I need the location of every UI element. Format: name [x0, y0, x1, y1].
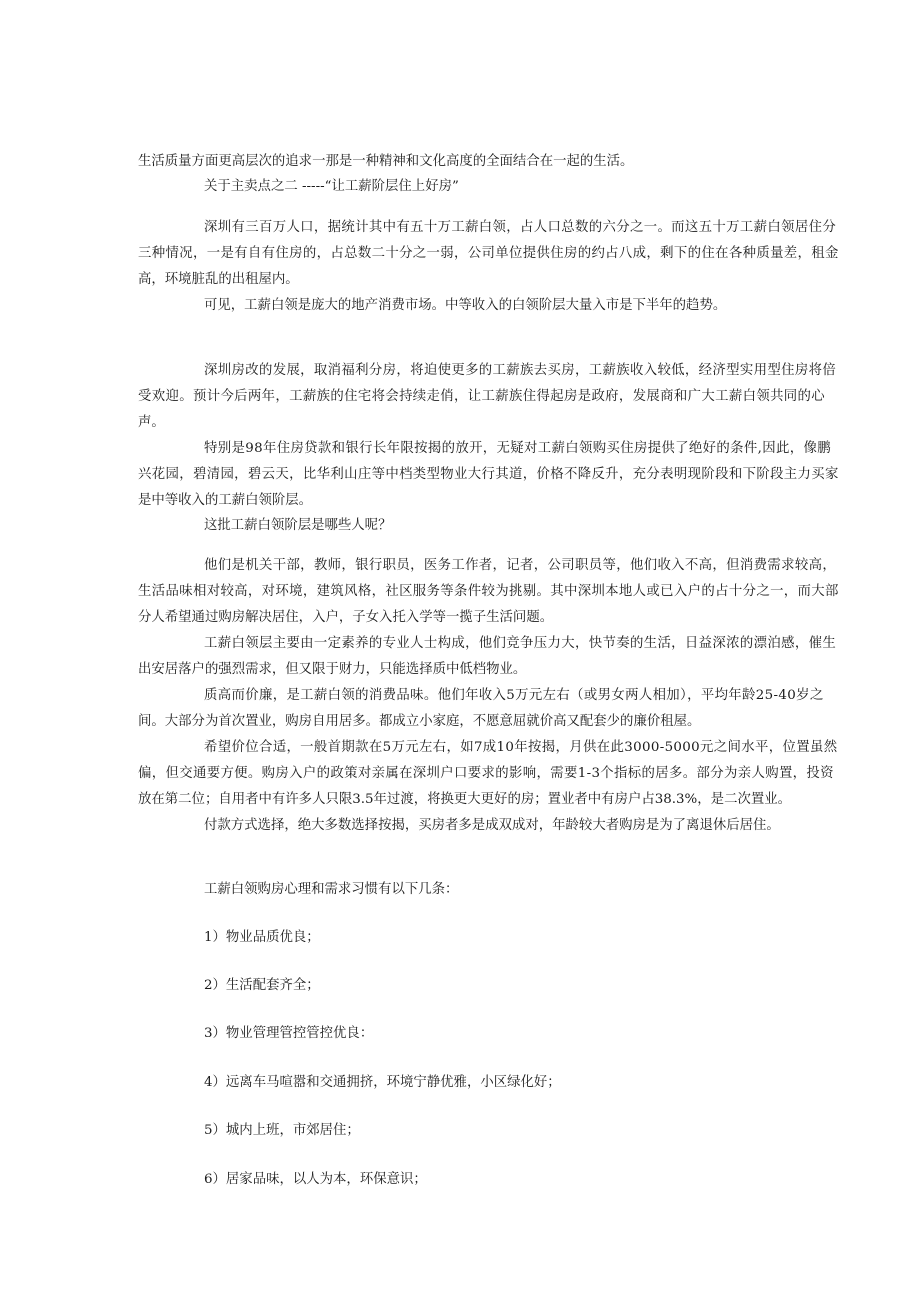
paragraph-line: 声。: [138, 415, 165, 430]
paragraph-line: 他们是机关干部，教师，银行职员，医务工作者，记者，公司职员等，他们收入不高，但消费需求较高，: [204, 558, 837, 573]
list-item: 2）生活配套齐全；: [204, 978, 320, 993]
paragraph-line: 付款方式选择，绝大多数选择按揭，买房者多是成双成对，年龄较大者购房是为了离退休后居住。: [204, 818, 780, 833]
paragraph-line: 高，环境脏乱的出租屋内。: [138, 272, 299, 287]
paragraph-line: 分人希望通过购房解决居住，入户，子女入托入学等一揽子生活问题。: [138, 610, 554, 625]
paragraph-line: 放在第二位；自用者中有许多人只限3.5年过渡，将换更大更好的房；置业者中有房户占38.3%，是二次置业。: [138, 792, 792, 807]
paragraph-line: 深圳有三百万人口，据统计其中有五十万工薪白领，占人口总数的六分之一。而这五十万工薪白领居住分: [204, 220, 837, 235]
paragraph-line: 希望价位合适，一般首期款在5万元左右，如7成10年按揭，月供在此3000-5000元之间水平，位置虽然: [204, 740, 838, 755]
paragraph-line: 受欢迎。预计今后两年，工薪族的住宅将会持续走俏，让工薪族住得起房是政府，发展商和广大工薪白领共同的心: [138, 389, 826, 404]
paragraph-line: 三种情况，一是有自有住房的，占总数二十分之一弱，公司单位提供住房的约占八成，剩下的住在各种质量差，租金: [138, 246, 839, 261]
section-heading: 关于主卖点之二 -----“让工薪阶层住上好房”: [204, 179, 459, 194]
list-item: 1）物业品质优良；: [204, 930, 320, 945]
list-item: 3）物业管理管控管控优良：: [204, 1026, 374, 1041]
question-line: 这批工薪白领阶层是哪些人呢？: [204, 518, 392, 533]
paragraph-line: 是中等收入的工薪白领阶层。: [138, 493, 313, 508]
paragraph-line: 偏，但交通要方便。购房入户的政策对亲属在深圳户口要求的影响，需要1-3个指标的居多。部分为亲人购置，投资: [138, 766, 834, 781]
paragraph-line: 特别是98年住房贷款和银行长年限按揭的放开，无疑对工薪白领购买住房提供了绝好的条件,因此，像鹏: [204, 441, 831, 456]
intro-line: 生活质量方面更高层次的追求一那是一种精神和文化高度的全面结合在一起的生活。: [138, 154, 634, 169]
list-item: 4）远离车马喧嚣和交通拥挤，环境宁静优雅，小区绿化好；: [204, 1075, 561, 1090]
paragraph-line: 质高而价廉，是工薪白领的消费品味。他们年收入5万元左右（或男女两人相加），平均年龄25-40岁之: [204, 688, 824, 703]
paragraph-line: 深圳房改的发展，取消福利分房，将迫使更多的工薪族去买房，工薪族收入较低，经济型实用型住房将倍: [204, 363, 837, 378]
list-item: 5）城内上班，市郊居住；: [204, 1123, 360, 1138]
list-title: 工薪白领购房心理和需求习惯有以下几条：: [204, 882, 459, 897]
paragraph-line: 工薪白领层主要由一定素养的专业人士构成，他们竞争压力大，快节奏的生活，日益深浓的漂泊感，催生: [204, 636, 837, 651]
paragraph-line: 兴花园，碧清园，碧云天，比华利山庄等中档类型物业大行其道，价格不降反升，充分表明现阶段和下阶段主力买家: [138, 467, 839, 482]
paragraph-line: 间。大部分为首次置业，购房自用居多。都成立小家庭，不愿意屈就价高又配套少的廉价租屋。: [138, 714, 701, 729]
list-item: 6）居家品味，以人为本，环保意识；: [204, 1172, 427, 1187]
paragraph-line: 可见，工薪白领是庞大的地产消费市场。中等收入的白领阶层大量入市是下半年的趋势。: [204, 298, 727, 313]
paragraph-line: 生活品味相对较高，对环境，建筑风格，社区服务等条件较为挑剔。其中深圳本地人或已入户的占十分之一，而大部: [138, 584, 839, 599]
paragraph-line: 出安居落户的强烈需求，但又限于财力，只能选择质中低档物业。: [138, 662, 527, 677]
